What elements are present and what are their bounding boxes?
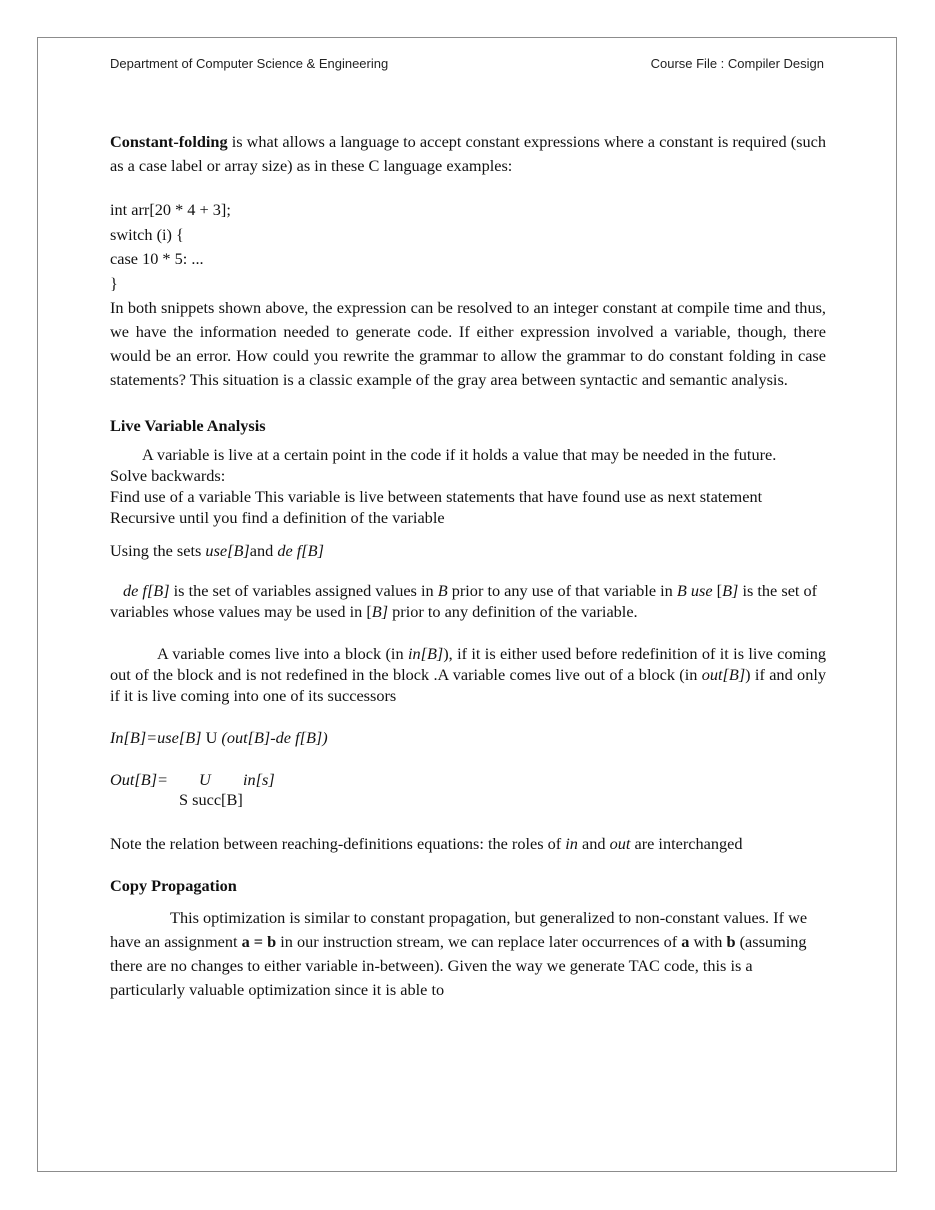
def-set: de f[B] — [277, 541, 324, 560]
sets-and: and — [249, 541, 278, 560]
copy-propagation-heading: Copy Propagation — [110, 876, 237, 895]
copy-text: in our instruction stream, we can replace later occurrences of — [276, 932, 682, 951]
header-department: Department of Computer Science & Engineering — [110, 56, 389, 71]
variable-a: a — [681, 932, 690, 951]
def-text: is the set of variables assigned values in — [169, 581, 438, 600]
code-line: } — [110, 273, 118, 293]
code-line: case 10 * 5: ... — [110, 249, 204, 268]
constant-folding-explanation: In both snippets shown above, the expression can be resolved to an integer constant at compile time and thus, we have the information needed to generate code. If either expression involved a variable, though, there would be an error. How could you rewrite the grammar to allow the grammar to do constant folding in case statements? This situation is a classic example of the gray area between syntactic and semantic analysis. — [110, 298, 826, 389]
def-use-description — [110, 580, 826, 622]
variable-b: b — [726, 932, 736, 951]
comes-live-text: ), if it is either used before redefinition of it is live coming out of the block and is not redefined in the block .A variable comes live out of a block (in — [110, 644, 827, 684]
copy-propagation-paragraph — [110, 906, 826, 1002]
def-term: de f[B] — [123, 581, 170, 600]
live-variable-definition: A variable is live at a certain point in the code if it holds a value that may be needed in the future. — [142, 445, 777, 464]
block-term: B — [437, 581, 448, 600]
code-example — [110, 198, 826, 296]
equation-out — [110, 768, 826, 810]
sets-sentence — [110, 539, 826, 563]
copy-text: This optimization is similar to constant propagation, but generalized to non-constant values. If we have an assignment — [110, 908, 808, 951]
equation-in — [110, 726, 826, 750]
block-term: B] — [722, 581, 739, 600]
equation-out-rhs — [243, 768, 275, 792]
note-text: and — [577, 834, 610, 853]
note-sentence — [110, 832, 826, 856]
header-course-file: Course File : Compiler Design — [650, 56, 824, 71]
comes-live-text: ) if and only if it is live coming into one of its successors — [110, 665, 826, 705]
note-text: Note the relation between reaching-definitions equations: the roles of — [110, 834, 566, 853]
comes-live-text: A variable comes live into a block (in — [157, 644, 408, 663]
union-operator-text: U — [199, 770, 211, 789]
solve-backwards: Solve backwards: — [110, 466, 226, 485]
in-set: in[B] — [407, 644, 444, 663]
use-text: prior to any definition of the variable. — [388, 602, 638, 621]
out-set: out[B] — [701, 665, 746, 684]
code-line: int arr[20 * 4 + 3]; — [110, 200, 231, 219]
use-text: is the set of variables whose values may be used in [ — [110, 581, 818, 621]
equation-in-lhs: In[B]=use[B] — [110, 728, 202, 747]
note-text: are interchanged — [630, 834, 743, 853]
bracket: [ — [712, 581, 723, 600]
comes-live-paragraph — [110, 643, 826, 706]
def-text: prior to any use of that variable in — [447, 581, 677, 600]
copy-text: (assuming there are no changes to either variable in-between). Given the way we generate TAC code, this is a particularly valuable optimization since it is able to — [110, 932, 807, 999]
use-term: B use — [676, 581, 713, 600]
code-line: switch (i) { — [110, 224, 184, 244]
live-variable-heading: Live Variable Analysis — [110, 416, 266, 435]
use-set: use[B] — [205, 541, 250, 560]
equation-out-lhs-text: Out[B]= — [110, 770, 169, 789]
union-operator: U — [201, 728, 222, 747]
assignment-term: a = b — [241, 932, 277, 951]
sets-prefix: Using the sets — [110, 541, 206, 560]
find-use-text: Find use of a variable This variable is live between statements that have found use as next statement Recursive until you find a definition of the variable — [110, 487, 763, 527]
constant-folding-intro-text: is what allows a language to accept constant expressions where a constant is required (such as a case label or array size) as in these C language examples: — [110, 132, 826, 175]
copy-text: with — [689, 932, 727, 951]
equation-in-rhs: (out[B]-de f[B]) — [221, 728, 328, 747]
constant-folding-intro — [110, 130, 826, 178]
out-term: out — [609, 834, 631, 853]
equation-out-lhs — [110, 768, 168, 792]
equation-out-rhs-text: in[s] — [243, 770, 275, 789]
document-body — [110, 130, 826, 1002]
block-term: B] — [371, 602, 389, 621]
union-subscript: S succ[B] — [179, 790, 243, 809]
in-term: in — [565, 834, 578, 853]
constant-folding-term: Constant-folding — [110, 132, 228, 151]
